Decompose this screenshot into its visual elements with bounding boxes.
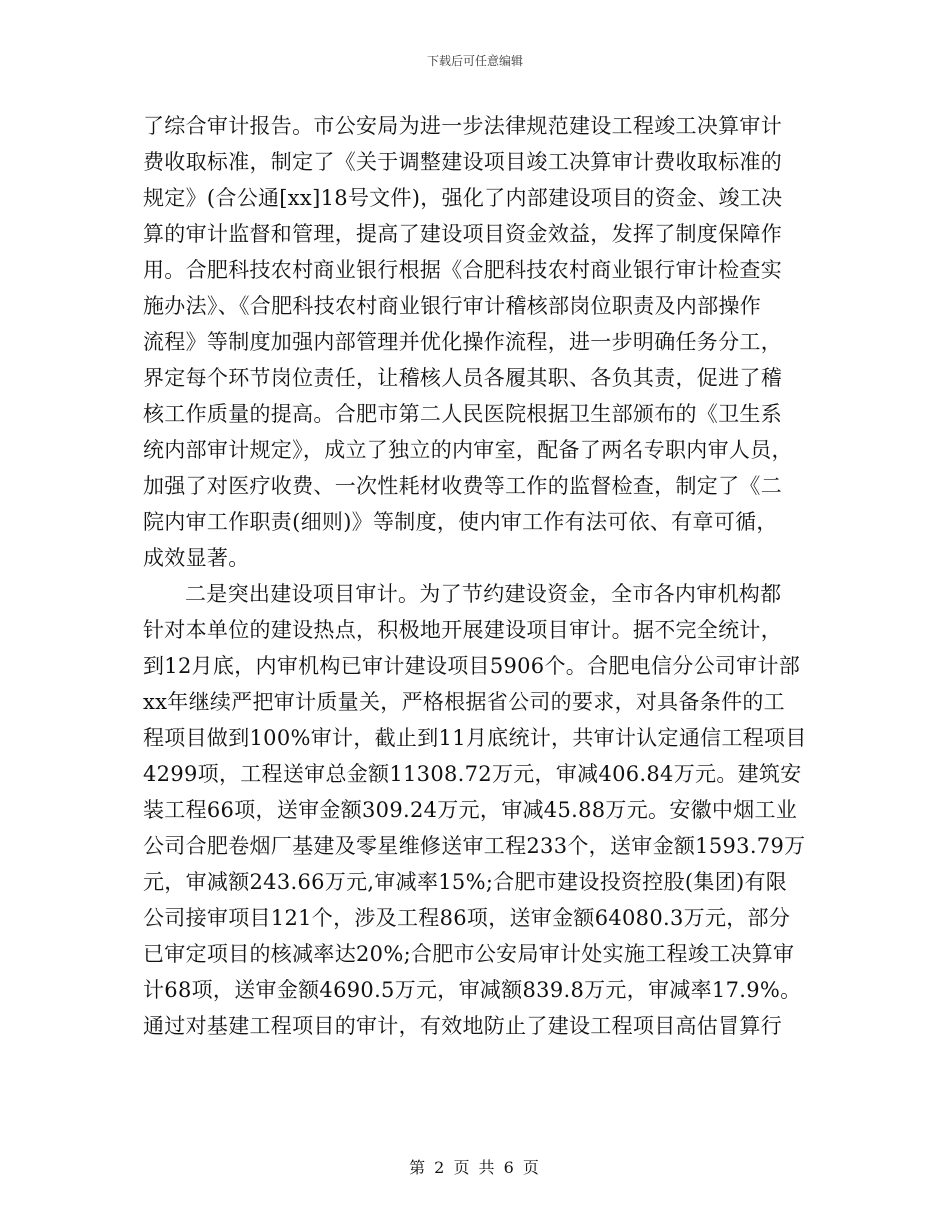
text-line: 装工程66项，送审金额309.24万元，审减45.88万元。安徽中烟工业 [143, 798, 798, 822]
text-line: 核工作质量的提高。合肥市第二人民医院根据卫生部颁布的《卫生系 [143, 402, 782, 426]
text-line: 已审定项目的核减率达20%;合肥市公安局审计处实施工程竣工决算审 [143, 942, 795, 966]
page-number-footer: 第 2 页 共 6 页 [409, 1158, 541, 1177]
paragraph-start-line: 二是突出建设项目审计。为了节约建设资金，全市各内审机构都 [185, 582, 782, 606]
text-line: 规定》(合公通[xx]18号文件)，强化了内部建设项目的资金、竣工决 [143, 186, 783, 210]
text-line: 通过对基建工程项目的审计，有效地防止了建设工程项目高估冒算行 [143, 1014, 782, 1038]
text-line: 费收取标准，制定了《关于调整建设项目竣工决算审计费收取标准的 [143, 150, 782, 174]
text-line: 了综合审计报告。市公安局为进一步法律规范建设工程竣工决算审计 [143, 114, 782, 138]
text-line: 施办法》、《合肥科技农村商业银行审计稽核部岗位职责及内部操作 [143, 294, 761, 318]
text-line: 统内部审计规定》，成立了独立的内审室，配备了两名专职内审人员， [143, 438, 793, 462]
text-line: 4299项，工程送审总金额11308.72万元，审减406.84万元。建筑安 [143, 762, 802, 786]
text-line: 用。合肥科技农村商业银行根据《合肥科技农村商业银行审计检查实 [143, 258, 782, 282]
text-line: 算的审计监督和管理，提高了建设项目资金效益，发挥了制度保障作 [143, 222, 782, 246]
text-line: 公司合肥卷烟厂基建及零星维修送审工程233个，送审金额1593.79万 [143, 834, 806, 858]
text-line: 加强了对医疗收费、一次性耗材收费等工作的监督检查，制定了《二 [143, 474, 782, 498]
text-line: xx年继续严把审计质量关，严格根据省公司的要求，对具备条件的工 [143, 690, 785, 714]
document-body [143, 108, 815, 1044]
text-line: 界定每个环节岗位责任，让稽核人员各履其职、各负其责，促进了稽 [143, 366, 782, 390]
text-line: 成效显著。 [143, 546, 250, 570]
text-line: 计68项，送审金额4690.5万元，审减额839.8万元，审减率17.9%。 [143, 978, 802, 1002]
text-line: 到12月底，内审机构已审计建设项目5906个。合肥电信分公司审计部 [143, 654, 801, 678]
text-line: 针对本单位的建设热点，积极地开展建设项目审计。据不完全统计， [143, 618, 782, 642]
page-header: 下载后可任意编辑 [426, 54, 523, 68]
text-line: 公司接审项目121个，涉及工程86项，送审金额64080.3万元，部分 [143, 906, 791, 930]
text-line: 院内审工作职责(细则)》等制度，使内审工作有法可依、有章可循， [143, 510, 778, 534]
text-line: 程项目做到100%审计，截止到11月底统计，共审计认定通信工程项目 [143, 726, 807, 750]
text-line: 元，审减额243.66万元,审减率15%;合肥市建设投资控股(集团)有限 [143, 870, 788, 894]
text-line: 流程》等制度加强内部管理并优化操作流程，进一步明确任务分工， [143, 330, 782, 354]
